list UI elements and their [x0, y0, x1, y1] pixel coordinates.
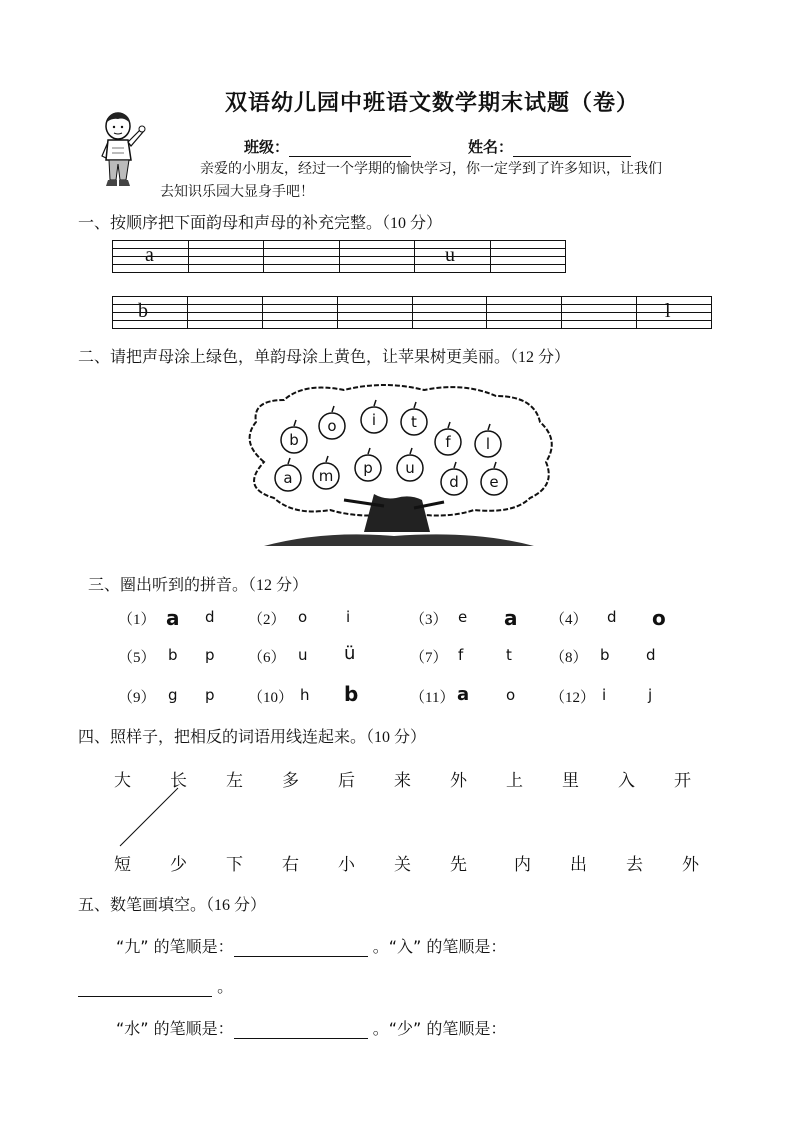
section-1-heading	[78, 210, 442, 233]
pinyin-item-7	[410, 646, 448, 667]
pinyin-option[interactable]: a	[504, 606, 518, 630]
pinyin-item-6	[248, 646, 286, 667]
q1-prefix: “九” 的笔顺是：	[116, 937, 234, 956]
pinyin-option[interactable]: p	[205, 646, 215, 664]
pinyin-option[interactable]: f	[458, 646, 464, 664]
pinyin-item-8	[550, 646, 588, 667]
apple-tree	[234, 382, 560, 554]
apple-letter-a: a	[283, 469, 293, 487]
pinyin-item-4	[550, 608, 588, 629]
pinyin-item-9	[118, 686, 156, 707]
pinyin-option[interactable]: o	[298, 608, 308, 626]
top-word[interactable]: 长	[170, 771, 187, 791]
pinyin-option[interactable]: i	[602, 686, 607, 704]
stroke-order-question-1	[116, 934, 506, 957]
apple-letter-d: d	[449, 473, 459, 491]
top-word[interactable]: 左	[226, 771, 243, 791]
pinyin-option[interactable]: g	[168, 686, 178, 704]
top-word[interactable]: 大	[114, 771, 131, 791]
apple-letter-o: o	[327, 417, 337, 435]
section-2-title: 二、请把声母涂上绿色，单韵母涂上黄色，让苹果树更美丽。	[78, 347, 511, 366]
item-number: （1）	[118, 612, 156, 628]
pinyin-option[interactable]: p	[205, 686, 215, 704]
top-word[interactable]: 来	[394, 771, 411, 791]
apple-letter-f: f	[445, 433, 451, 451]
bottom-word[interactable]: 出	[570, 855, 587, 875]
bottom-word[interactable]: 内	[514, 855, 531, 875]
stroke-blank-shui[interactable]	[234, 1022, 368, 1039]
consonant-cell-1: b	[138, 300, 148, 322]
name-field	[468, 136, 631, 157]
stroke-blank-jiu[interactable]	[234, 940, 368, 957]
section-3-title: 三、圈出听到的拼音。	[88, 575, 249, 594]
apple-letter-p: p	[363, 459, 373, 477]
pinyin-option[interactable]: j	[648, 686, 653, 704]
q1-end: 。	[217, 977, 234, 996]
apple-letter-e: e	[489, 473, 499, 491]
section-5-heading	[78, 892, 266, 915]
pinyin-item-1	[118, 608, 156, 629]
item-number: （12）	[550, 690, 596, 706]
class-field	[244, 136, 411, 157]
pinyin-option[interactable]: b	[168, 646, 178, 664]
pinyin-item-3	[410, 608, 448, 629]
item-number: （6）	[248, 650, 286, 666]
apple-letter-u: u	[405, 459, 415, 477]
pinyin-option[interactable]: e	[458, 608, 468, 626]
stroke-order-question-1-cont	[78, 974, 233, 997]
bottom-word[interactable]: 关	[394, 855, 411, 875]
bottom-word[interactable]: 外	[682, 855, 699, 875]
item-number: （2）	[248, 612, 286, 628]
bottom-word[interactable]: 去	[626, 855, 643, 875]
section-3-points: （12 分）	[248, 577, 309, 594]
section-2-heading	[78, 344, 570, 367]
top-word[interactable]: 开	[674, 771, 691, 791]
section-4-points: （10 分）	[366, 729, 427, 746]
pinyin-option[interactable]: d	[205, 608, 215, 626]
pinyin-option[interactable]: d	[646, 646, 656, 664]
bottom-word[interactable]: 少	[170, 855, 187, 875]
pinyin-item-12	[550, 686, 595, 707]
pinyin-option[interactable]: i	[346, 608, 351, 626]
item-number: （7）	[410, 650, 448, 666]
pinyin-item-2	[248, 608, 286, 629]
page-title: 双语幼儿园中班语文数学期末试题（卷）	[224, 90, 639, 116]
section-1-points: （10 分）	[382, 215, 443, 232]
bottom-word[interactable]: 下	[226, 855, 243, 875]
name-label: 姓名：	[468, 138, 514, 156]
q2-mid: 。“少” 的笔顺是：	[372, 1019, 507, 1038]
top-word[interactable]: 上	[506, 771, 523, 791]
apple-letter-i: i	[371, 411, 377, 429]
q1-mid: 。“入” 的笔顺是：	[372, 937, 507, 956]
top-word[interactable]: 后	[338, 771, 355, 791]
pinyin-option[interactable]: u	[298, 646, 308, 664]
class-label: 班级：	[244, 138, 290, 156]
pinyin-option[interactable]: a	[457, 684, 470, 705]
pinyin-option[interactable]: b	[344, 682, 359, 706]
consonant-cell-8: l	[665, 300, 671, 322]
section-4-heading	[78, 724, 426, 747]
name-blank[interactable]	[513, 140, 631, 157]
child-illustration	[98, 108, 154, 198]
section-5-title: 五、数笔画填空。	[78, 895, 207, 914]
consonant-grid	[112, 296, 712, 329]
bottom-word[interactable]: 小	[338, 855, 355, 875]
pinyin-item-11	[410, 686, 454, 707]
item-number: （3）	[410, 612, 448, 628]
pinyin-option[interactable]: d	[607, 608, 617, 626]
pinyin-option[interactable]: ü	[344, 643, 356, 664]
section-1-title: 一、按顺序把下面韵母和声母的补充完整。	[78, 213, 383, 232]
intro-line-1: 亲爱的小朋友，经过一个学期的愉快学习，你一定学到了许多知识，让我们	[200, 161, 662, 177]
pinyin-option[interactable]: o	[652, 606, 666, 630]
apple-letter-b: b	[289, 431, 299, 449]
item-number: （9）	[118, 690, 156, 706]
vowel-cell-1: a	[145, 244, 154, 266]
top-word[interactable]: 里	[562, 771, 579, 791]
apple-letter-t: t	[411, 413, 417, 431]
pinyin-option[interactable]: b	[600, 646, 610, 664]
pinyin-option[interactable]: a	[166, 606, 180, 630]
top-word[interactable]: 入	[618, 771, 635, 791]
section-2-points: （12 分）	[510, 349, 571, 366]
item-number: （11）	[410, 690, 455, 706]
top-word[interactable]: 外	[450, 771, 467, 791]
pinyin-option[interactable]: t	[506, 646, 512, 664]
bottom-word[interactable]: 右	[282, 855, 299, 875]
pinyin-item-10	[248, 686, 293, 707]
item-number: （5）	[118, 650, 156, 666]
item-number: （8）	[550, 650, 588, 666]
bottom-word[interactable]: 先	[450, 855, 467, 875]
stroke-order-question-2	[116, 1016, 506, 1039]
bottom-word[interactable]: 短	[114, 855, 131, 875]
pinyin-option[interactable]: h	[300, 686, 310, 704]
pinyin-item-5	[118, 646, 156, 667]
q2-prefix: “水” 的笔顺是：	[116, 1019, 234, 1038]
pinyin-option[interactable]: o	[506, 686, 516, 704]
item-number: （4）	[550, 612, 588, 628]
class-blank[interactable]	[289, 140, 411, 157]
apple-letter-l: l	[485, 435, 491, 453]
example-connector-line	[110, 786, 190, 850]
apple-letter-m: m	[318, 467, 334, 485]
section-5-points: （16 分）	[206, 897, 267, 914]
intro-line-2: 去知识乐园大显身手吧！	[160, 184, 314, 200]
section-4-title: 四、照样子，把相反的词语用线连起来。	[78, 727, 367, 746]
vowel-grid	[112, 240, 566, 273]
section-3-heading	[88, 572, 308, 595]
item-number: （10）	[248, 690, 294, 706]
stroke-blank-ru[interactable]	[78, 980, 212, 997]
vowel-cell-5: u	[445, 244, 455, 266]
top-word[interactable]: 多	[282, 771, 299, 791]
